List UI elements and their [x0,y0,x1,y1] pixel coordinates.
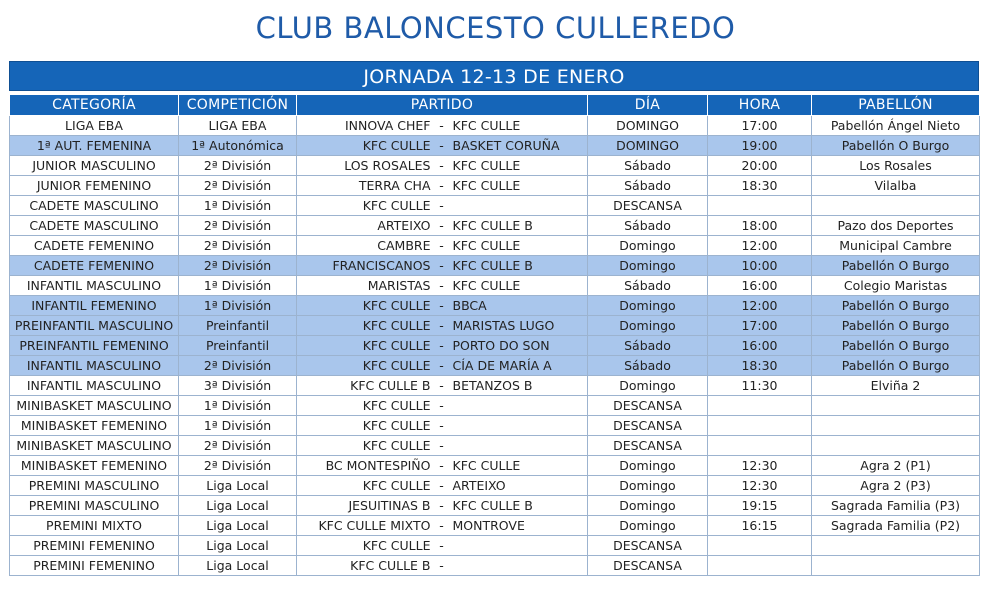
cell-hora: 16:00 [708,336,812,356]
cell-away-team: KFC CULLE [449,176,588,196]
cell-home-team: KFC CULLE [297,536,435,556]
cell-hora: 20:00 [708,156,812,176]
cell-home-team: LOS ROSALES [297,156,435,176]
cell-home-team: FRANCISCANOS [297,256,435,276]
table-row [10,236,980,256]
cell-competicion: Liga Local [179,536,297,556]
cell-separator: - [435,316,449,336]
cell-dia: DESCANSA [588,416,708,436]
cell-home-team: KFC CULLE [297,136,435,156]
cell-away-team: BBCA [449,296,588,316]
cell-competicion: 1ª División [179,416,297,436]
table-row [10,416,980,436]
cell-away-team: MONTROVE [449,516,588,536]
cell-home-team: KFC CULLE [297,476,435,496]
cell-home-team: INNOVA CHEF [297,116,435,136]
cell-categoria: INFANTIL MASCULINO [10,276,179,296]
cell-separator: - [435,256,449,276]
cell-home-team: KFC CULLE [297,296,435,316]
cell-categoria: MINIBASKET FEMENINO [10,456,179,476]
schedule-table [9,94,980,576]
cell-separator: - [435,376,449,396]
cell-pabellon: Pabellón O Burgo [812,296,980,316]
cell-away-team: KFC CULLE [449,276,588,296]
cell-separator: - [435,556,449,576]
cell-pabellon: Elviña 2 [812,376,980,396]
cell-dia: Domingo [588,476,708,496]
cell-pabellon: Sagrada Familia (P2) [812,516,980,536]
cell-pabellon: Pabellón O Burgo [812,256,980,276]
cell-home-team: JESUITINAS B [297,496,435,516]
cell-away-team: KFC CULLE [449,236,588,256]
cell-categoria: PREINFANTIL MASCULINO [10,316,179,336]
cell-competicion: 1ª Autonómica [179,136,297,156]
cell-hora: 16:00 [708,276,812,296]
cell-home-team: KFC CULLE [297,396,435,416]
table-row [10,156,980,176]
cell-hora: 12:30 [708,456,812,476]
cell-dia: Domingo [588,456,708,476]
cell-pabellon: Colegio Maristas [812,276,980,296]
cell-categoria: INFANTIL MASCULINO [10,356,179,376]
table-row [10,316,980,336]
cell-separator: - [435,296,449,316]
cell-competicion: 2ª División [179,436,297,456]
header-hora: HORA [708,95,812,116]
cell-dia: Domingo [588,316,708,336]
cell-competicion: 2ª División [179,356,297,376]
cell-home-team: KFC CULLE [297,436,435,456]
cell-categoria: PREINFANTIL FEMENINO [10,336,179,356]
cell-hora [708,196,812,216]
cell-dia: DESCANSA [588,556,708,576]
cell-competicion: 2ª División [179,236,297,256]
cell-competicion: 3ª División [179,376,297,396]
cell-separator: - [435,116,449,136]
cell-categoria: MINIBASKET FEMENINO [10,416,179,436]
cell-home-team: KFC CULLE [297,196,435,216]
cell-dia: Sábado [588,216,708,236]
cell-hora: 19:00 [708,136,812,156]
cell-dia: Domingo [588,296,708,316]
cell-categoria: CADETE MASCULINO [10,196,179,216]
cell-categoria: LIGA EBA [10,116,179,136]
table-row [10,196,980,216]
table-row [10,176,980,196]
header-competicion: COMPETICIÓN [179,95,297,116]
cell-pabellon: Los Rosales [812,156,980,176]
cell-home-team: KFC CULLE [297,356,435,376]
cell-competicion: 2ª División [179,216,297,236]
cell-competicion: Liga Local [179,516,297,536]
cell-separator: - [435,356,449,376]
cell-home-team: CAMBRE [297,236,435,256]
cell-categoria: PREMINI FEMENINO [10,536,179,556]
cell-pabellon: Pabellón Ángel Nieto [812,116,980,136]
cell-home-team: KFC CULLE B [297,556,435,576]
cell-away-team [449,436,588,456]
cell-categoria: MINIBASKET MASCULINO [10,436,179,456]
cell-hora [708,396,812,416]
table-row [10,376,980,396]
cell-dia: Sábado [588,336,708,356]
cell-separator: - [435,416,449,436]
cell-categoria: INFANTIL MASCULINO [10,376,179,396]
cell-separator: - [435,496,449,516]
cell-away-team: PORTO DO SON [449,336,588,356]
cell-categoria: INFANTIL FEMENINO [10,296,179,316]
cell-categoria: PREMINI FEMENINO [10,556,179,576]
cell-home-team: MARISTAS [297,276,435,296]
cell-home-team: KFC CULLE [297,336,435,356]
cell-categoria: CADETE FEMENINO [10,236,179,256]
table-row [10,496,980,516]
cell-categoria: CADETE MASCULINO [10,216,179,236]
cell-dia: Domingo [588,256,708,276]
table-row [10,536,980,556]
cell-pabellon: Sagrada Familia (P3) [812,496,980,516]
cell-separator: - [435,536,449,556]
cell-competicion: Liga Local [179,476,297,496]
cell-competicion: Liga Local [179,556,297,576]
cell-categoria: 1ª AUT. FEMENINA [10,136,179,156]
cell-hora: 10:00 [708,256,812,276]
cell-pabellon [812,556,980,576]
cell-categoria: CADETE FEMENINO [10,256,179,276]
cell-home-team: KFC CULLE [297,316,435,336]
header-row [10,95,980,116]
cell-pabellon [812,396,980,416]
cell-competicion: 2ª División [179,176,297,196]
cell-dia: DESCANSA [588,396,708,416]
table-row [10,516,980,536]
cell-separator: - [435,196,449,216]
cell-dia: Domingo [588,376,708,396]
header-pabellon: PABELLÓN [812,95,980,116]
cell-separator: - [435,276,449,296]
cell-dia: DESCANSA [588,536,708,556]
cell-dia: DESCANSA [588,196,708,216]
cell-dia: Sábado [588,276,708,296]
table-row [10,556,980,576]
header-partido: PARTIDO [297,95,588,116]
cell-away-team [449,196,588,216]
cell-competicion: LIGA EBA [179,116,297,136]
cell-separator: - [435,516,449,536]
cell-away-team: BETANZOS B [449,376,588,396]
cell-hora: 17:00 [708,316,812,336]
header-categoria: CATEGORÍA [10,95,179,116]
table-row [10,476,980,496]
cell-hora: 16:15 [708,516,812,536]
cell-hora: 12:00 [708,296,812,316]
table-row [10,336,980,356]
cell-away-team: KFC CULLE B [449,216,588,236]
cell-hora [708,536,812,556]
cell-hora [708,556,812,576]
cell-hora: 12:30 [708,476,812,496]
cell-pabellon: Pazo dos Deportes [812,216,980,236]
cell-away-team: KFC CULLE [449,116,588,136]
cell-away-team [449,396,588,416]
cell-pabellon [812,436,980,456]
table-row [10,296,980,316]
cell-pabellon: Agra 2 (P1) [812,456,980,476]
cell-competicion: 2ª División [179,156,297,176]
cell-competicion: 2ª División [179,456,297,476]
cell-dia: Sábado [588,356,708,376]
cell-competicion: 1ª División [179,196,297,216]
cell-pabellon: Pabellón O Burgo [812,336,980,356]
table-row [10,256,980,276]
cell-away-team: CÍA DE MARÍA A [449,356,588,376]
club-title: CLUB BALONCESTO CULLEREDO [255,11,736,45]
cell-separator: - [435,156,449,176]
cell-pabellon: Vilalba [812,176,980,196]
cell-home-team: KFC CULLE B [297,376,435,396]
cell-pabellon: Municipal Cambre [812,236,980,256]
cell-dia: DESCANSA [588,436,708,456]
cell-separator: - [435,396,449,416]
table-row [10,136,980,156]
cell-categoria: PREMINI MIXTO [10,516,179,536]
cell-dia: Sábado [588,156,708,176]
cell-separator: - [435,236,449,256]
cell-home-team: ARTEIXO [297,216,435,236]
cell-home-team: BC MONTESPIÑO [297,456,435,476]
cell-home-team: KFC CULLE MIXTO [297,516,435,536]
table-row [10,456,980,476]
cell-competicion: 1ª División [179,276,297,296]
cell-dia: Domingo [588,236,708,256]
cell-separator: - [435,216,449,236]
cell-competicion: 1ª División [179,296,297,316]
cell-away-team: KFC CULLE B [449,496,588,516]
cell-hora: 12:00 [708,236,812,256]
cell-hora [708,416,812,436]
header-dia: DÍA [588,95,708,116]
cell-away-team: KFC CULLE [449,156,588,176]
cell-hora: 11:30 [708,376,812,396]
cell-away-team [449,416,588,436]
table-row [10,356,980,376]
cell-dia: Domingo [588,496,708,516]
cell-away-team: MARISTAS LUGO [449,316,588,336]
cell-pabellon: Agra 2 (P3) [812,476,980,496]
round-banner: JORNADA 12-13 DE ENERO [9,61,979,91]
cell-separator: - [435,476,449,496]
cell-categoria: JUNIOR FEMENINO [10,176,179,196]
cell-hora: 18:30 [708,356,812,376]
cell-categoria: PREMINI MASCULINO [10,496,179,516]
cell-competicion: 1ª División [179,396,297,416]
cell-pabellon: Pabellón O Burgo [812,136,980,156]
cell-separator: - [435,136,449,156]
cell-away-team: BASKET CORUÑA [449,136,588,156]
table-row [10,396,980,416]
cell-dia: DOMINGO [588,116,708,136]
cell-categoria: MINIBASKET MASCULINO [10,396,179,416]
cell-hora: 19:15 [708,496,812,516]
cell-pabellon [812,196,980,216]
cell-home-team: KFC CULLE [297,416,435,436]
table-row [10,276,980,296]
cell-separator: - [435,176,449,196]
cell-home-team: TERRA CHA [297,176,435,196]
cell-dia: DOMINGO [588,136,708,156]
cell-pabellon [812,416,980,436]
cell-competicion: 2ª División [179,256,297,276]
cell-away-team [449,556,588,576]
cell-separator: - [435,336,449,356]
cell-pabellon: Pabellón O Burgo [812,316,980,336]
cell-pabellon [812,536,980,556]
cell-separator: - [435,456,449,476]
cell-away-team: KFC CULLE B [449,256,588,276]
cell-categoria: PREMINI MASCULINO [10,476,179,496]
cell-competicion: Liga Local [179,496,297,516]
cell-categoria: JUNIOR MASCULINO [10,156,179,176]
schedule-body [10,116,980,576]
table-row [10,116,980,136]
cell-hora: 17:00 [708,116,812,136]
cell-hora: 18:30 [708,176,812,196]
table-row [10,216,980,236]
cell-away-team: KFC CULLE [449,456,588,476]
cell-pabellon: Pabellón O Burgo [812,356,980,376]
cell-dia: Domingo [588,516,708,536]
cell-away-team [449,536,588,556]
cell-away-team: ARTEIXO [449,476,588,496]
cell-hora [708,436,812,456]
cell-hora: 18:00 [708,216,812,236]
table-row [10,436,980,456]
cell-competicion: Preinfantil [179,336,297,356]
cell-competicion: Preinfantil [179,316,297,336]
cell-dia: Sábado [588,176,708,196]
cell-separator: - [435,436,449,456]
